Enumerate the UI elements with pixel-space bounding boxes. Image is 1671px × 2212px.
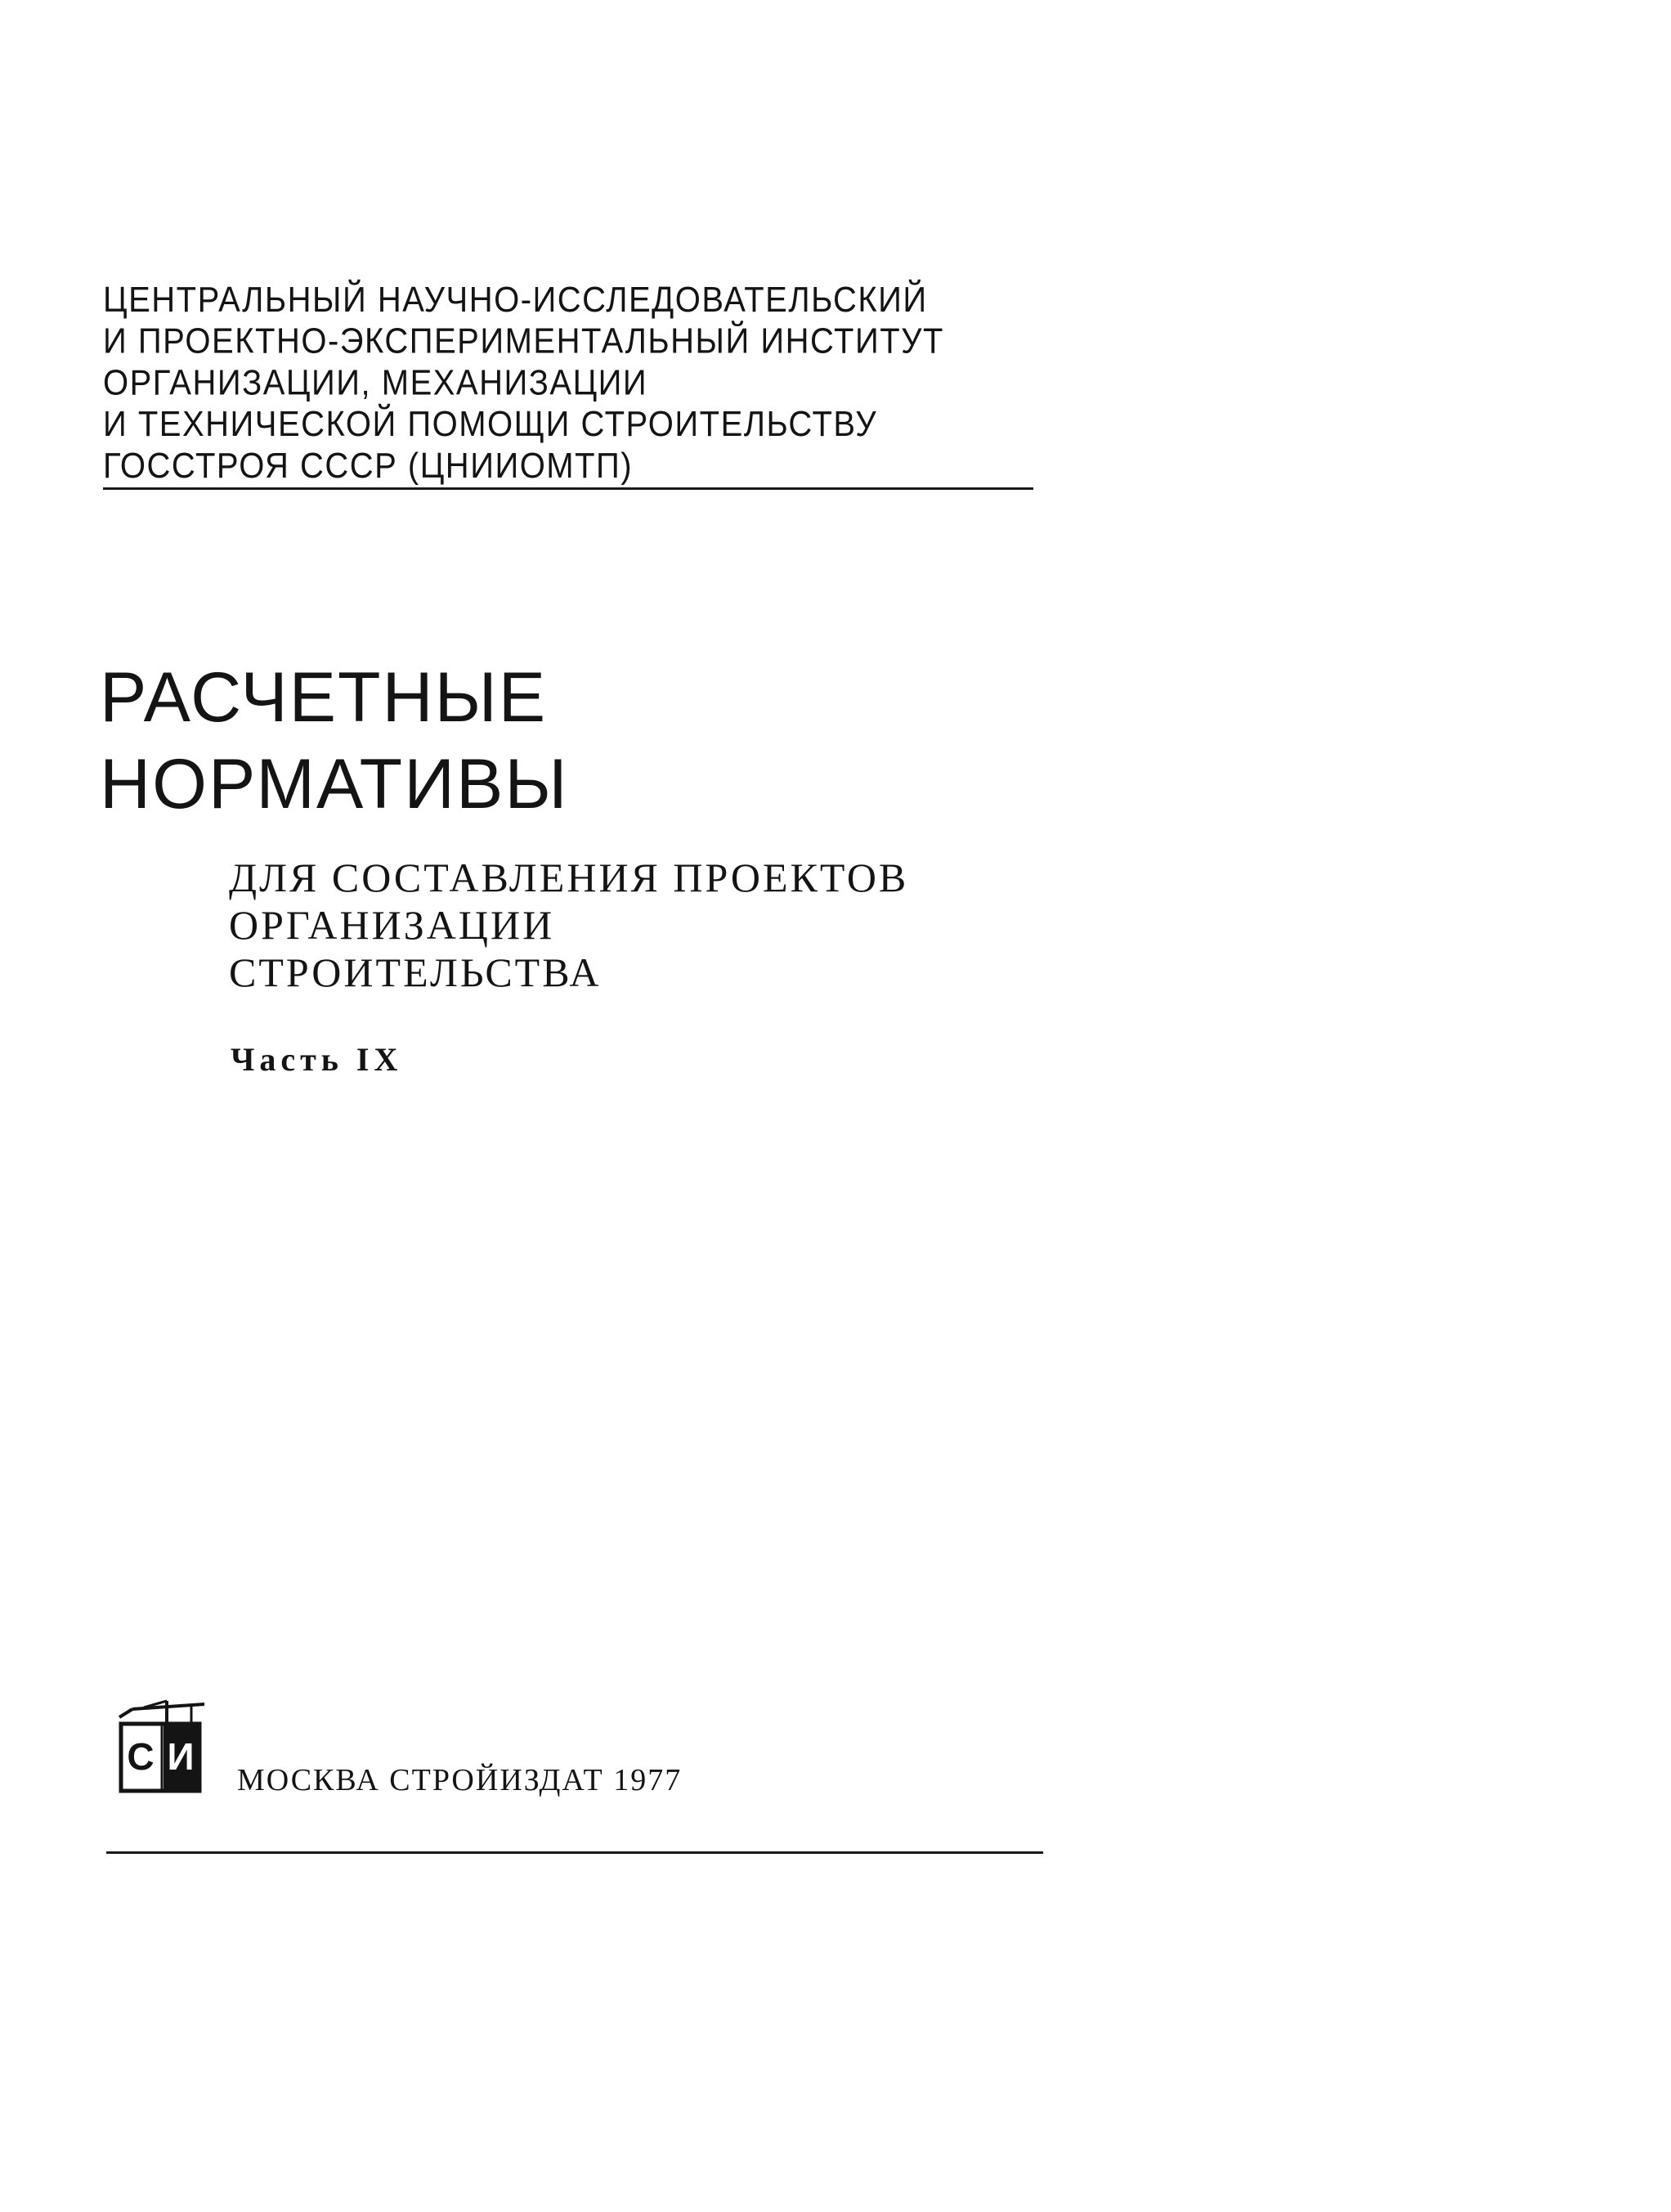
publisher-imprint: МОСКВА СТРОЙИЗДАТ 1977 — [237, 1763, 683, 1797]
institute-name — [103, 280, 1051, 487]
part-number: Часть IX — [231, 1041, 403, 1078]
subtitle-line-3: СТРОИТЕЛЬСТВА — [229, 949, 602, 995]
institute-line-1: ЦЕНТРАЛЬНЫЙ НАУЧНО-ИССЛЕДОВАТЕЛЬСКИЙ — [103, 280, 928, 320]
institute-line-4: И ТЕХНИЧЕСКОЙ ПОМОЩИ СТРОИТЕЛЬСТВУ — [103, 405, 878, 444]
institute-line-5: ГОССТРОЯ СССР (ЦНИИОМТП) — [103, 446, 634, 486]
book-subtitle — [229, 854, 908, 996]
institute-line-2: И ПРОЕКТНО-ЭКСПЕРИМЕНТАЛЬНЫЙ ИНСТИТУТ — [103, 321, 944, 361]
crane-publisher-logo-icon — [116, 1698, 213, 1794]
institute-line-3: ОРГАНИЗАЦИИ, МЕХАНИЗАЦИИ — [103, 363, 648, 403]
svg-text:И: И — [167, 1735, 195, 1778]
subtitle-line-1: ДЛЯ СОСТАВЛЕНИЯ ПРОЕКТОВ — [229, 855, 909, 900]
svg-text:С: С — [127, 1735, 155, 1778]
bottom-divider — [106, 1851, 1043, 1854]
subtitle-line-2: ОРГАНИЗАЦИИ — [229, 902, 555, 948]
title-line-2: НОРМАТИВЫ — [100, 745, 569, 823]
book-title — [100, 654, 569, 828]
top-divider — [103, 487, 1033, 490]
title-line-1: РАСЧЕТНЫЕ — [100, 658, 548, 737]
